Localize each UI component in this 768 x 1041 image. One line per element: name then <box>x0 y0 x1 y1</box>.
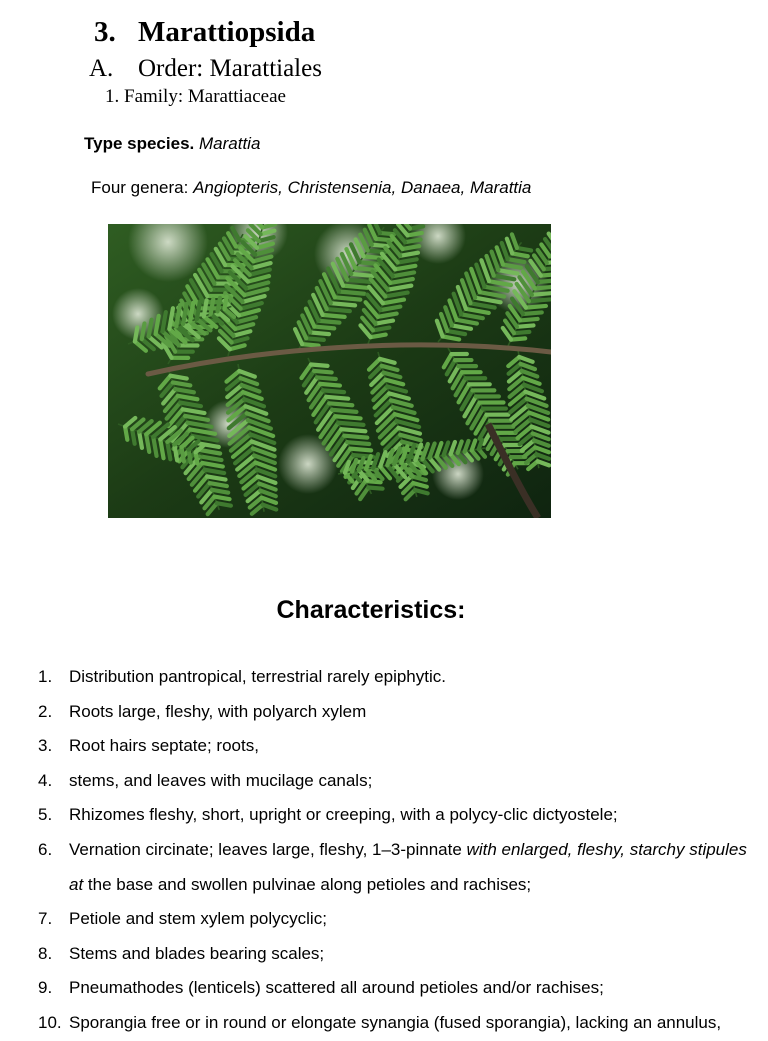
list-item-number: 5. <box>38 798 52 833</box>
list-item <box>0 971 768 1006</box>
list-item-number: 1. <box>38 660 52 695</box>
class-number: 3. <box>94 16 138 49</box>
characteristics-heading: Characteristics: <box>0 596 742 625</box>
list-item-text: the base and swollen pulvinae along petioles and rachises; <box>83 875 531 894</box>
list-item-number: 7. <box>38 902 52 937</box>
type-species-label: Type species. <box>84 134 194 153</box>
type-species-value: Marattia <box>199 134 260 153</box>
list-item-text-italic: with enlarged, fleshy, starchy stipules at <box>69 840 747 894</box>
list-item-text: Vernation circinate; leaves large, fleshy, 1–3-pinnate <box>69 840 467 859</box>
order-letter: A. <box>89 55 138 83</box>
list-item <box>0 1006 768 1041</box>
list-item <box>0 798 768 833</box>
list-item-text: Stems and blades bearing scales; <box>69 944 324 963</box>
list-item-text: Pneumathodes (lenticels) scattered all around petioles and/or rachises; <box>69 978 604 997</box>
list-item-number: 2. <box>38 695 52 730</box>
list-item-number: 9. <box>38 971 52 1006</box>
order-name: Order: Marattiales <box>138 55 322 82</box>
class-name: Marattiopsida <box>138 16 315 48</box>
fern-photo <box>108 224 551 518</box>
list-item-number: 6. <box>38 833 52 868</box>
list-item <box>0 937 768 972</box>
type-species-line <box>84 134 260 154</box>
list-item <box>0 902 768 937</box>
order-heading <box>89 55 322 83</box>
list-item-number: 10. <box>38 1006 62 1041</box>
list-item-text: Rhizomes fleshy, short, upright or creeping, with a polycy-clic dictyostele; <box>69 805 618 824</box>
list-item-number: 3. <box>38 729 52 764</box>
list-item-number: 4. <box>38 764 52 799</box>
list-item-text: Sporangia free or in round or elongate synangia (fused sporangia), lacking an annulus, <box>69 1013 721 1032</box>
list-item-text: Distribution pantropical, terrestrial rarely epiphytic. <box>69 667 446 686</box>
list-item-text: Petiole and stem xylem polycyclic; <box>69 909 327 928</box>
list-item <box>0 695 768 730</box>
fern-illustration <box>108 224 551 518</box>
genera-line <box>91 178 531 198</box>
list-item <box>0 833 768 902</box>
class-heading <box>94 16 315 49</box>
genera-value: Angiopteris, Christensenia, Danaea, Marattia <box>193 178 531 197</box>
list-item <box>0 729 768 764</box>
list-item <box>0 660 768 695</box>
genera-label: Four genera: <box>91 178 188 197</box>
list-item-number: 8. <box>38 937 52 972</box>
family-heading: 1. Family: Marattiaceae <box>105 86 286 108</box>
list-item-text: stems, and leaves with mucilage canals; <box>69 771 372 790</box>
list-item <box>0 764 768 799</box>
list-item-text: Root hairs septate; roots, <box>69 736 259 755</box>
characteristics-list <box>0 660 768 1041</box>
list-item-text: Roots large, fleshy, with polyarch xylem <box>69 702 366 721</box>
